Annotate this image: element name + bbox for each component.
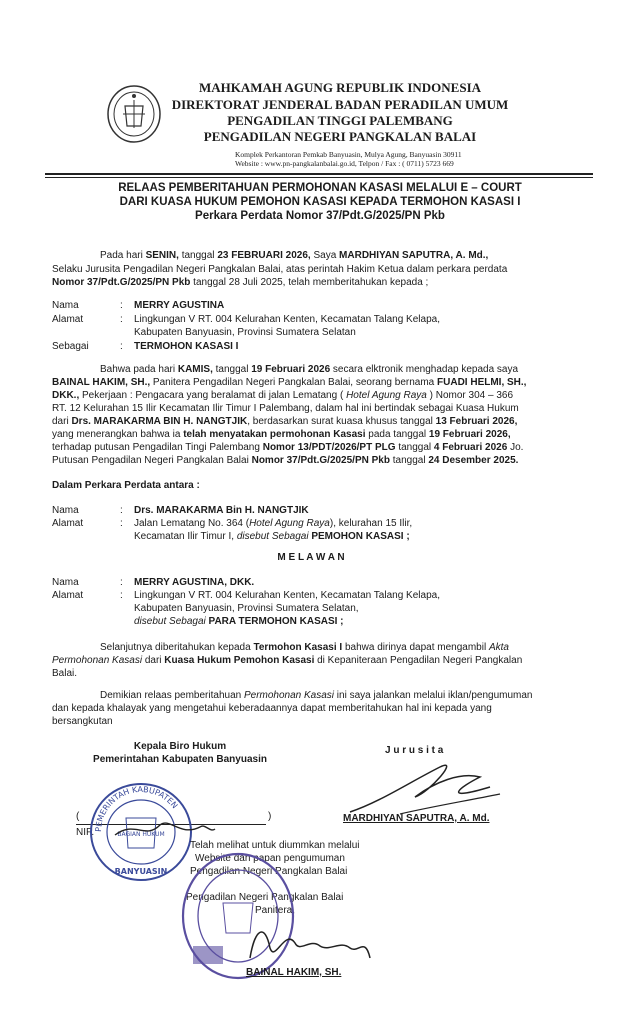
letterhead-website: Website : www.pn-pangkalanbalai.go.id, Telpon / Fax : ( 0711) 5723 669 bbox=[235, 159, 454, 168]
p4-line-3: bersangkutan bbox=[52, 716, 113, 727]
recipient-alamat: Alamat : Lingkungan V RT. 004 Kelurahan Kenten, Kecamatan Talang Kelapa, bbox=[52, 314, 440, 325]
jurusita-name: MARDHIYAN SAPUTRA, A. Md. bbox=[343, 813, 490, 824]
left-sign-title-2: Pemerintahan Kabupaten Banyuasin bbox=[93, 754, 267, 765]
panitera-name: BAINAL HAKIM, SH. bbox=[246, 967, 342, 978]
letterhead-divider bbox=[45, 173, 593, 175]
p1-line-3: Nomor 37/Pdt.G/2025/PN Pkb tanggal 28 Juli 2025, telah memberitahukan kepada ; bbox=[52, 277, 429, 288]
p2-line-3: DKK., Pekerjaan : Pengacara yang beralamat di jalan Lematang ( Hotel Agung Raya ) Nomor 304 – 366 bbox=[52, 390, 514, 401]
p2-line-7: terhadap putusan Pengadilan Tingi Palembang Nomor 13/PDT/2026/PT PLG tanggal 4 Februari 2026 Jo. bbox=[52, 442, 524, 453]
doc-title-2: DARI KUASA HUKUM PEMOHON KASASI KEPADA TERMOHON KASASI I bbox=[119, 196, 521, 208]
p1-line-2: Selaku Jurusita Pengadilan Negeri Pangkalan Balai, atas perintah Hakim Ketua dalam perkara perdata bbox=[52, 264, 508, 275]
letterhead-address: Komplek Perkantoran Pemkab Banyuasin, Mulya Agung, Banyuasin 30911 bbox=[235, 150, 462, 159]
recipient-alamat-2: Kabupaten Banyuasin, Provinsi Sumatera Selatan bbox=[134, 327, 356, 338]
p3-line-1: Selanjutnya diberitahukan kepada Termohon Kasasi I bahwa dirinya dapat mengambil Akta bbox=[100, 642, 509, 653]
letterhead-line-1: MAHKAMAH AGUNG REPUBLIK INDONESIA bbox=[198, 80, 482, 95]
note-line-4: Pengadilan Negeri Pangkalan Balai bbox=[186, 892, 344, 903]
stamp-arc-text: PEMERINTAH KABUPATEN bbox=[93, 784, 180, 833]
note-line-3: Pengadilan Negeri Pangkalan Balai bbox=[190, 866, 348, 877]
party-2-alamat: Alamat : Lingkungan V RT. 004 Kelurahan Kenten, Kecamatan Talang Kelapa, bbox=[52, 590, 440, 601]
p3-line-3: Balai. bbox=[52, 668, 78, 679]
stamp-center-text: BAGIAN HUKUM bbox=[117, 831, 165, 838]
party-1-nama: Nama : Drs. MARAKARMA Bin H. NANGTJIK bbox=[52, 505, 309, 516]
note-line-2: Website dan papan pengumuman bbox=[195, 853, 345, 864]
p2-line-2: BAINAL HAKIM, SH., Panitera Pengadilan Negeri Pangkalan Balai, seorang bernama FUADI HELMI, SH., bbox=[52, 377, 527, 388]
note-line-5: Panitera, bbox=[255, 905, 296, 916]
party-2-alamat-2: Kabupaten Banyuasin, Provinsi Sumatera Selatan, bbox=[134, 603, 359, 614]
party-1-alamat-2: Kecamatan Ilir Timur I, disebut Sebagai PEMOHON KASASI ; bbox=[134, 531, 410, 542]
doc-title-3: Perkara Perdata Nomor 37/Pdt.G/2025/PN Pkb bbox=[195, 210, 445, 222]
melawan: M E L A W A N bbox=[277, 552, 345, 563]
p4-line-2: dan kepada khalayak yang mengetahui keberadaannya dapat memberitahukan hal ini kepada yang bbox=[52, 703, 492, 714]
p2-line-5: dari Drs. MARAKARMA BIN H. NANGTJIK, berdasarkan surat kuasa khusus tanggal 13 Februari 2026, bbox=[52, 416, 518, 427]
p3-line-2: Permohonan Kasasi dari Kuasa Hukum Pemohon Kasasi di Kepaniteraan Pengadilan Negeri Pangkalan bbox=[52, 655, 523, 666]
party-1-alamat: Alamat : Jalan Lematang No. 364 (Hotel Agung Raya), kelurahan 15 Ilir, bbox=[52, 518, 413, 529]
p1-line-1: Pada hari SENIN, tanggal 23 FEBRUARI 2026, Saya MARDHIYAN SAPUTRA, A. Md., bbox=[100, 250, 489, 261]
p2-line-8: Putusan Pengadilan Negeri Pangkalan Balai Nomor 37/Pdt.G/2025/PN Pkb tanggal 24 Desember 2025. bbox=[52, 455, 519, 466]
right-sign-title: J u r u s i t a bbox=[385, 745, 444, 756]
p2-line-1: Bahwa pada hari KAMIS, tanggal 19 Februari 2026 secara elktronik menghadap kepada saya bbox=[100, 364, 519, 375]
left-paren-close: ) bbox=[268, 811, 272, 822]
p2-line-6: yang menerangkan bahwa ia telah menyatakan permohonan Kasasi pada tanggal 19 Februari 2026, bbox=[52, 429, 511, 440]
parties-heading: Dalam Perkara Perdata antara : bbox=[52, 480, 200, 491]
recipient-sebagai: Sebagai : TERMOHON KASASI I bbox=[52, 341, 239, 352]
p2-line-4: RT. 12 Kelurahan 15 Ilir Kecamatan Ilir Timur I Palembang, dalam hal ini bertindak sebagai Kuasa Hukum bbox=[52, 403, 519, 414]
doc-title-1: RELAAS PEMBERITAHUAN PERMOHONAN KASASI MELALUI E – COURT bbox=[118, 182, 522, 194]
jurusita-signature bbox=[340, 752, 510, 820]
party-2-alamat-3: disebut Sebagai PARA TERMOHON KASASI ; bbox=[134, 616, 344, 627]
letterhead-divider-thin bbox=[45, 177, 593, 178]
letterhead-line-4: PENGADILAN NEGERI PANGKALAN BALAI bbox=[203, 129, 477, 144]
left-nip: NIP. bbox=[76, 827, 95, 838]
letterhead-line-3: PENGADILAN TINGGI PALEMBANG bbox=[227, 113, 453, 128]
p4-line-1: Demikian relaas pemberitahuan Permohonan Kasasi ini saya jalankan melalui iklan/pengumuman bbox=[100, 690, 533, 701]
left-sign-title-1: Kepala Biro Hukum bbox=[133, 741, 227, 752]
note-line-1: Telah melihat untuk diummkan melalui bbox=[190, 840, 360, 851]
panitera-signature bbox=[240, 918, 380, 968]
recipient-nama: Nama : MERRY AGUSTINA bbox=[52, 300, 225, 311]
letterhead-line-2: DIREKTORAT JENDERAL BADAN PERADILAN UMUM bbox=[171, 97, 509, 112]
party-2-nama: Nama : MERRY AGUSTINA, DKK. bbox=[52, 577, 255, 588]
stamp-bottom-text: BANYUASIN bbox=[114, 867, 168, 876]
left-paren-open: ( bbox=[76, 811, 80, 822]
